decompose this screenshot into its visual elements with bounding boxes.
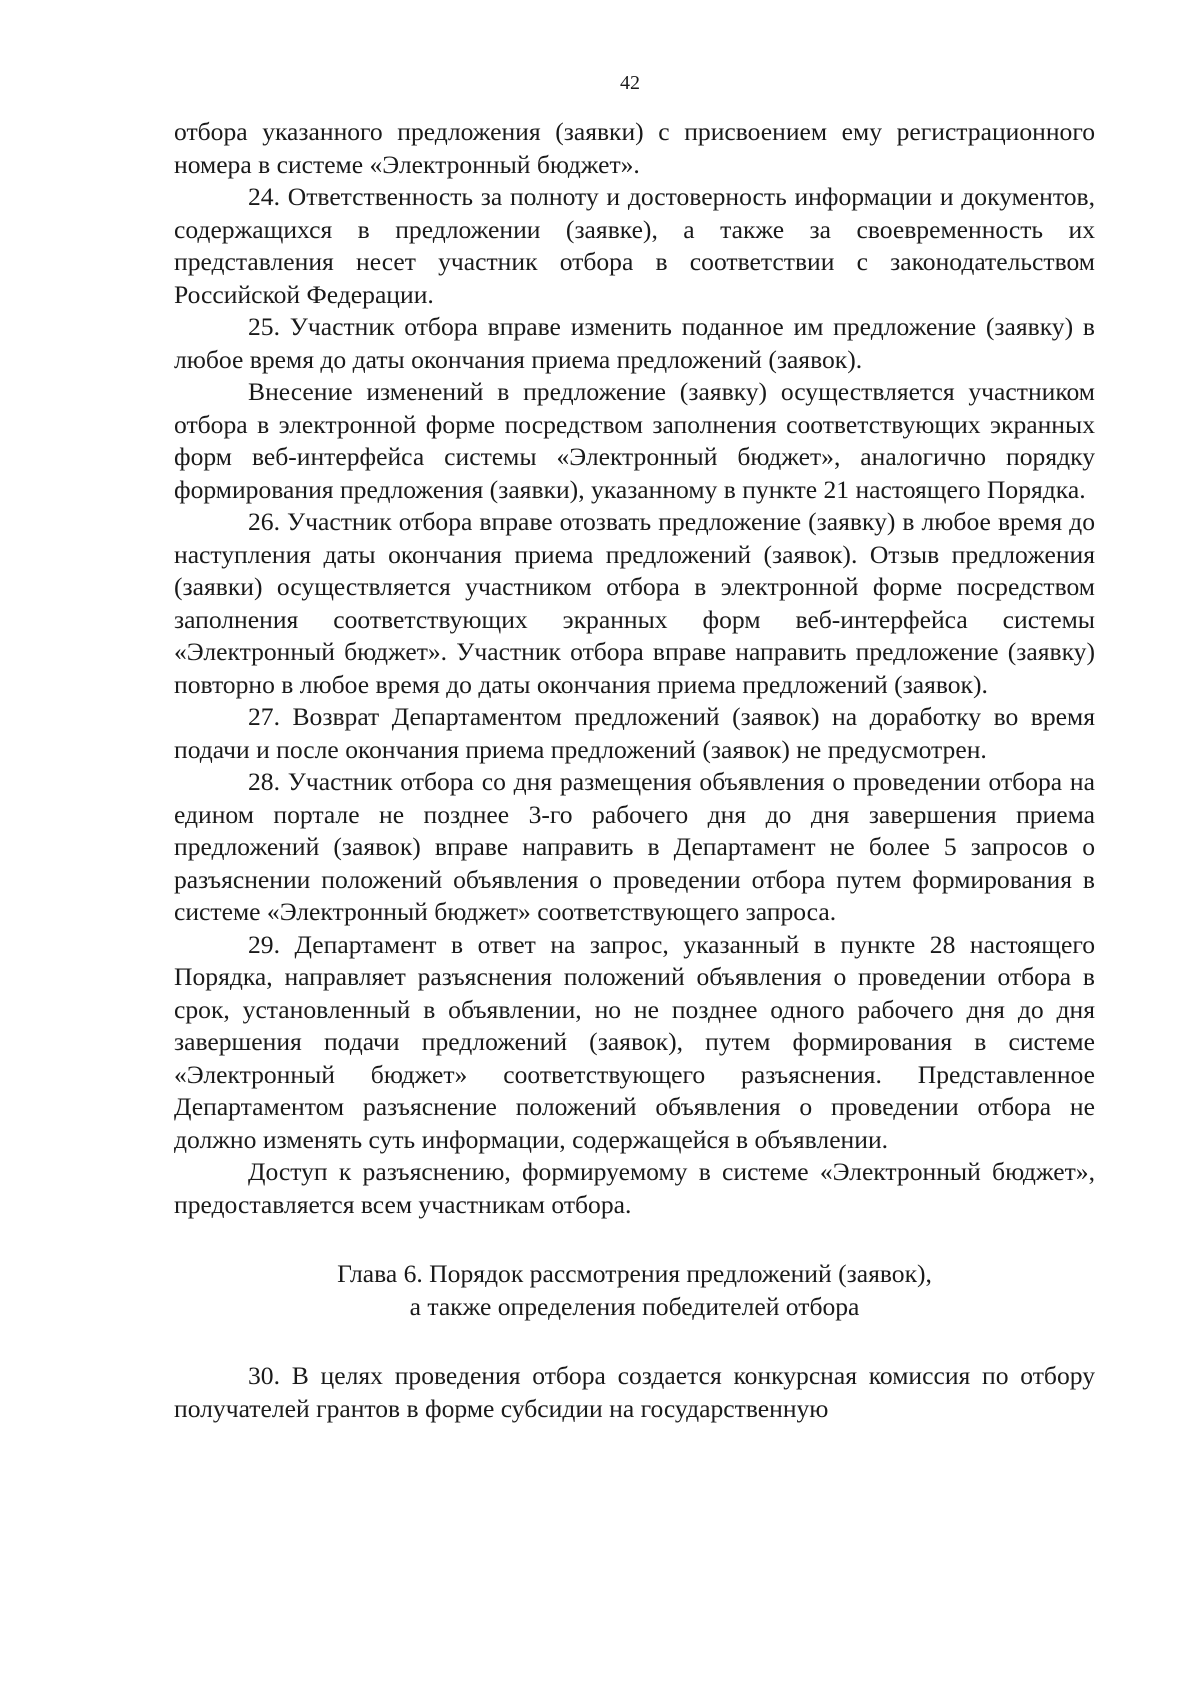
document-body [174, 116, 1095, 1425]
chapter-heading-line-2: а также определения победителей отбора [409, 1291, 860, 1321]
paragraph-29-access: Доступ к разъяснению, формируемому в системе «Электронный бюджет», предоставляется всем участникам отбора. [174, 1157, 1095, 1219]
paragraph-30: 30. В целях проведения отбора создается конкурсная комиссия по отбору получателей грантов в форме субсидии на государственную [174, 1361, 1095, 1423]
paragraph-28: 28. Участник отбора со дня размещения объявления о проведении отбора на едином портале не позднее 3-го рабочего дня до дня завершения приема предложений (заявок) вправе направить в Департамент не более 5 запросов о разъяснении положений объявления о проведении отбора путем формирования в системе «Электронный бюджет» соответствующего запроса. [174, 767, 1095, 926]
paragraph-27: 27. Возврат Департаментом предложений (заявок) на доработку во время подачи и после окончания приема предложений (заявок) не предусмотрен. [174, 702, 1095, 764]
paragraph-24: 24. Ответственность за полноту и достоверность информации и документов, содержащихся в предложении (заявке), а также за своевременность их представления несет участник отбора в соответствии с законодательством Российской Федерации. [174, 182, 1095, 309]
page-number: 42 [620, 72, 640, 94]
paragraph-25-changes: Внесение изменений в предложение (заявку) осуществляется участником отбора в электронной форме посредством заполнения соответствующих экранных форм веб-интерфейса системы «Электронный бюджет», аналогично порядку формирования предложения (заявки), указанному в пункте 21 настоящего Порядка. [174, 377, 1095, 504]
chapter-heading-line-1: Глава 6. Порядок рассмотрения предложений (заявок), [337, 1259, 932, 1288]
chapter-heading [174, 1258, 1095, 1323]
paragraph-continuation: отбора указанного предложения (заявки) с присвоением ему регистрационного номера в системе «Электронный бюджет». [174, 117, 1095, 179]
paragraph-25: 25. Участник отбора вправе изменить поданное им предложение (заявку) в любое время до даты окончания приема предложений (заявок). [174, 312, 1095, 374]
paragraph-26: 26. Участник отбора вправе отозвать предложение (заявку) в любое время до наступления даты окончания приема предложений (заявок). Отзыв предложения (заявки) осуществляется участником отбора в электронной форме посредством заполнения соответствующих экранных форм веб-интерфейса системы «Электронный бюджет». Участник отбора вправе направить предложение (заявку) повторно в любое время до даты окончания приема предложений (заявок). [174, 507, 1095, 699]
paragraph-29: 29. Департамент в ответ на запрос, указанный в пункте 28 настоящего Порядка, направляет разъяснения положений объявления о проведении отбора в срок, установленный в объявлении, но не позднее одного рабочего дня до дня завершения подачи предложений (заявок), путем формирования в системе «Электронный бюджет» соответствующего разъяснения. Представленное Департаментом разъяснение положений объявления о проведении отбора не должно изменять суть информации, содержащейся в объявлении. [174, 929, 1095, 1154]
